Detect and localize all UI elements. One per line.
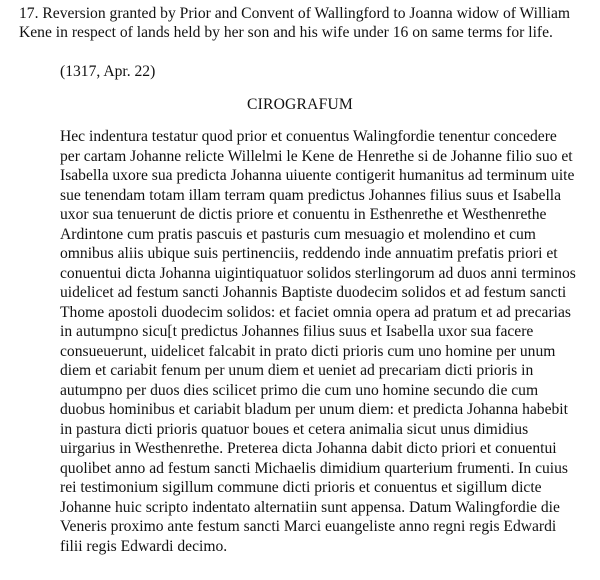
body-line: uirgarius in Westhenrethe. Preterea dicta Johanna dabit dicto priori et conuentui bbox=[60, 440, 557, 457]
body-line: in autumpno sicu[t predictus Johannes filius suus et Isabella uxor sua facere bbox=[60, 323, 534, 340]
entry-date: (1317, Apr. 22) bbox=[60, 63, 156, 80]
body-line: uidelicet ad festum sancti Johannis Baptiste duodecim solidos et ad festum sancti bbox=[60, 284, 567, 301]
body-line: conuentui dicta Johanna uigintiquatuor solidos sterlingorum ad duos anni terminos bbox=[60, 264, 576, 282]
heading-line: Kene in respect of lands held by her son and his wife under 16 on same terms for life. bbox=[19, 24, 553, 41]
body-line: omnibus aliis ubique suis pertinenciis, reddendo inde annuatim prefatis priori et bbox=[60, 245, 558, 262]
body-line: in pastura dicti prioris quatuor boues et cetera animalia sicut unus dimidius bbox=[60, 420, 529, 438]
heading-line: 17. Reversion granted by Prior and Convent of Wallingford to Joanna widow of William bbox=[19, 5, 571, 22]
body-line: Veneris proximo ante festum sancti Marci euangeliste anno regni regis Edwardi bbox=[60, 518, 557, 535]
body-line: per cartam Johanne relicte Willelmi le Kene de Henrethe si de Johanne filio suo et bbox=[60, 147, 573, 165]
body-line: Hec indentura testatur quod prior et conuentus Walingfordie tenentur concedere bbox=[60, 128, 557, 145]
body-line: Thome apostoli duodecim solidos: et faciet omnia opera ad pratum et ad precarias bbox=[60, 303, 571, 321]
body-line: quolibet anno ad festum sancti Michaelis dimidium quarterium frumenti. In cuius bbox=[60, 459, 568, 477]
body-line: autumpno per duos dies scilicet primo die cum uno homine secundo die cum bbox=[60, 381, 539, 399]
entry-heading bbox=[19, 4, 589, 42]
document-body bbox=[60, 127, 600, 556]
body-line: filii regis Edwardi decimo. bbox=[60, 537, 228, 555]
body-line: uxor sua tenuerunt de dictis priore et conuentu in Esthenrethe et Westhenrethe bbox=[60, 206, 547, 223]
body-line: duobus hominibus et cariabit bladum per unum diem: et predicta Johanna habebit bbox=[60, 401, 568, 418]
body-line: diem et cariabit fenum per unum diem et ueniet ad precariam dicti prioris in bbox=[60, 362, 534, 379]
body-line: Isabella uxore sua predicta Johanna uiuente contigerit humanitus ad terminum uite bbox=[60, 167, 575, 184]
body-line: rei testimonium sigillum commune dicti prioris et conuentus et sigillum dicte bbox=[60, 479, 542, 496]
body-line: Ardintone cum pratis pascuis et pasturis cum mesuagio et molendino et cum bbox=[60, 225, 536, 243]
body-line: consueuerunt, uidelicet falcabit in prato dicti prioris cum uno homine per unum bbox=[60, 342, 556, 360]
document-title: CIROGRAFUM bbox=[247, 96, 353, 113]
body-line: sue tenendam totam illam terram quam predictus Johannes filius suus et Isabella bbox=[60, 186, 562, 204]
body-line: Johanne huic scripto indentato alternatiin sunt appensa. Datum Walingfordie die bbox=[60, 498, 560, 516]
